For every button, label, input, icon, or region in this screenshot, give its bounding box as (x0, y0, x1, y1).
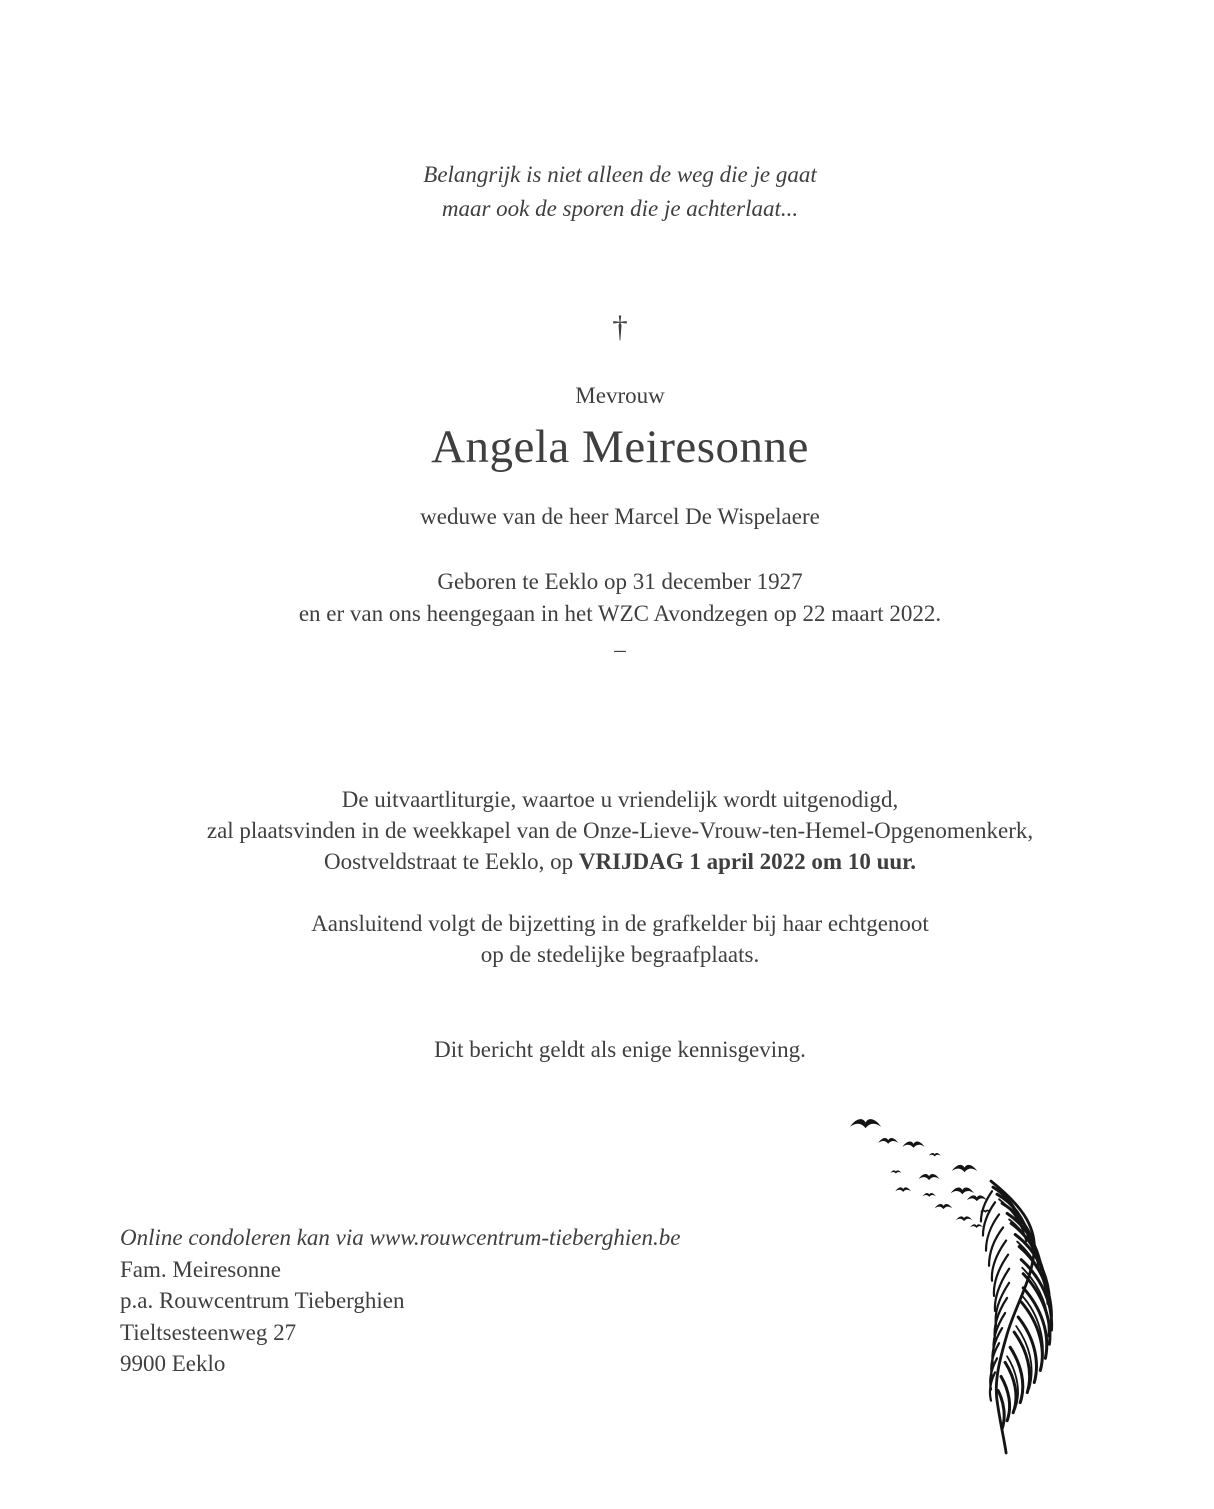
burial-line-2: op de stedelijke begraafplaats. (480, 942, 760, 967)
salutation: Mevrouw (575, 383, 665, 408)
burial-line-1: Aansluitend volgt de bijzetting in de grafkelder bij haar echtgenoot (311, 911, 929, 936)
ceremony-line-3 (26, 846, 1214, 877)
separator-dash: – (614, 637, 626, 662)
life-dates (26, 566, 1214, 630)
quote-line-1: Belangrijk is niet alleen de weg die je gaat (423, 162, 817, 187)
ceremony-datetime: VRIJDAG 1 april 2022 om 10 uur. (578, 849, 916, 874)
family-line: Fam. Meiresonne (120, 1256, 281, 1282)
death-line: en er van ons heengegaan in het WZC Avondzegen op 22 maart 2022. (298, 601, 942, 626)
care-of-line: p.a. Rouwcentrum Tieberghien (120, 1288, 405, 1313)
ceremony-line-2: zal plaatsvinden in de weekkapel van de Onze-Lieve-Vrouw-ten-Hemel-Opgenomenkerk, (206, 818, 1034, 843)
cross-icon: † (612, 309, 628, 344)
ceremony-location: Oostveldstraat te Eeklo, op (323, 849, 579, 874)
deceased-name: Angela Meiresonne (431, 421, 809, 473)
city-line: 9900 Eeklo (120, 1351, 226, 1376)
condolence-url-line: Online condoleren kan via www.rouwcentrum-tieberghien.be (120, 1225, 681, 1250)
birth-line: Geboren te Eeklo op 31 december 1927 (437, 569, 803, 594)
relation-line: weduwe van de heer Marcel De Wispelaere (420, 504, 820, 529)
feather-icon (981, 1181, 1052, 1453)
ceremony-line-1: De uitvaartliturgie, waartoe u vriendelijk wordt uitgenodigd, (341, 787, 899, 812)
quote-line-2: maar ook de sporen die je achterlaat... (441, 196, 799, 221)
contact-block (120, 1222, 680, 1380)
street-line: Tieltsesteenweg 27 (120, 1319, 297, 1345)
notice-line: Dit bericht geldt als enige kennisgeving. (434, 1037, 806, 1062)
birds-icon (850, 1119, 991, 1228)
ceremony-details (26, 784, 1214, 877)
feather-birds-illustration (838, 1098, 1140, 1509)
opening-quote (26, 158, 1214, 226)
burial-details (26, 908, 1214, 970)
